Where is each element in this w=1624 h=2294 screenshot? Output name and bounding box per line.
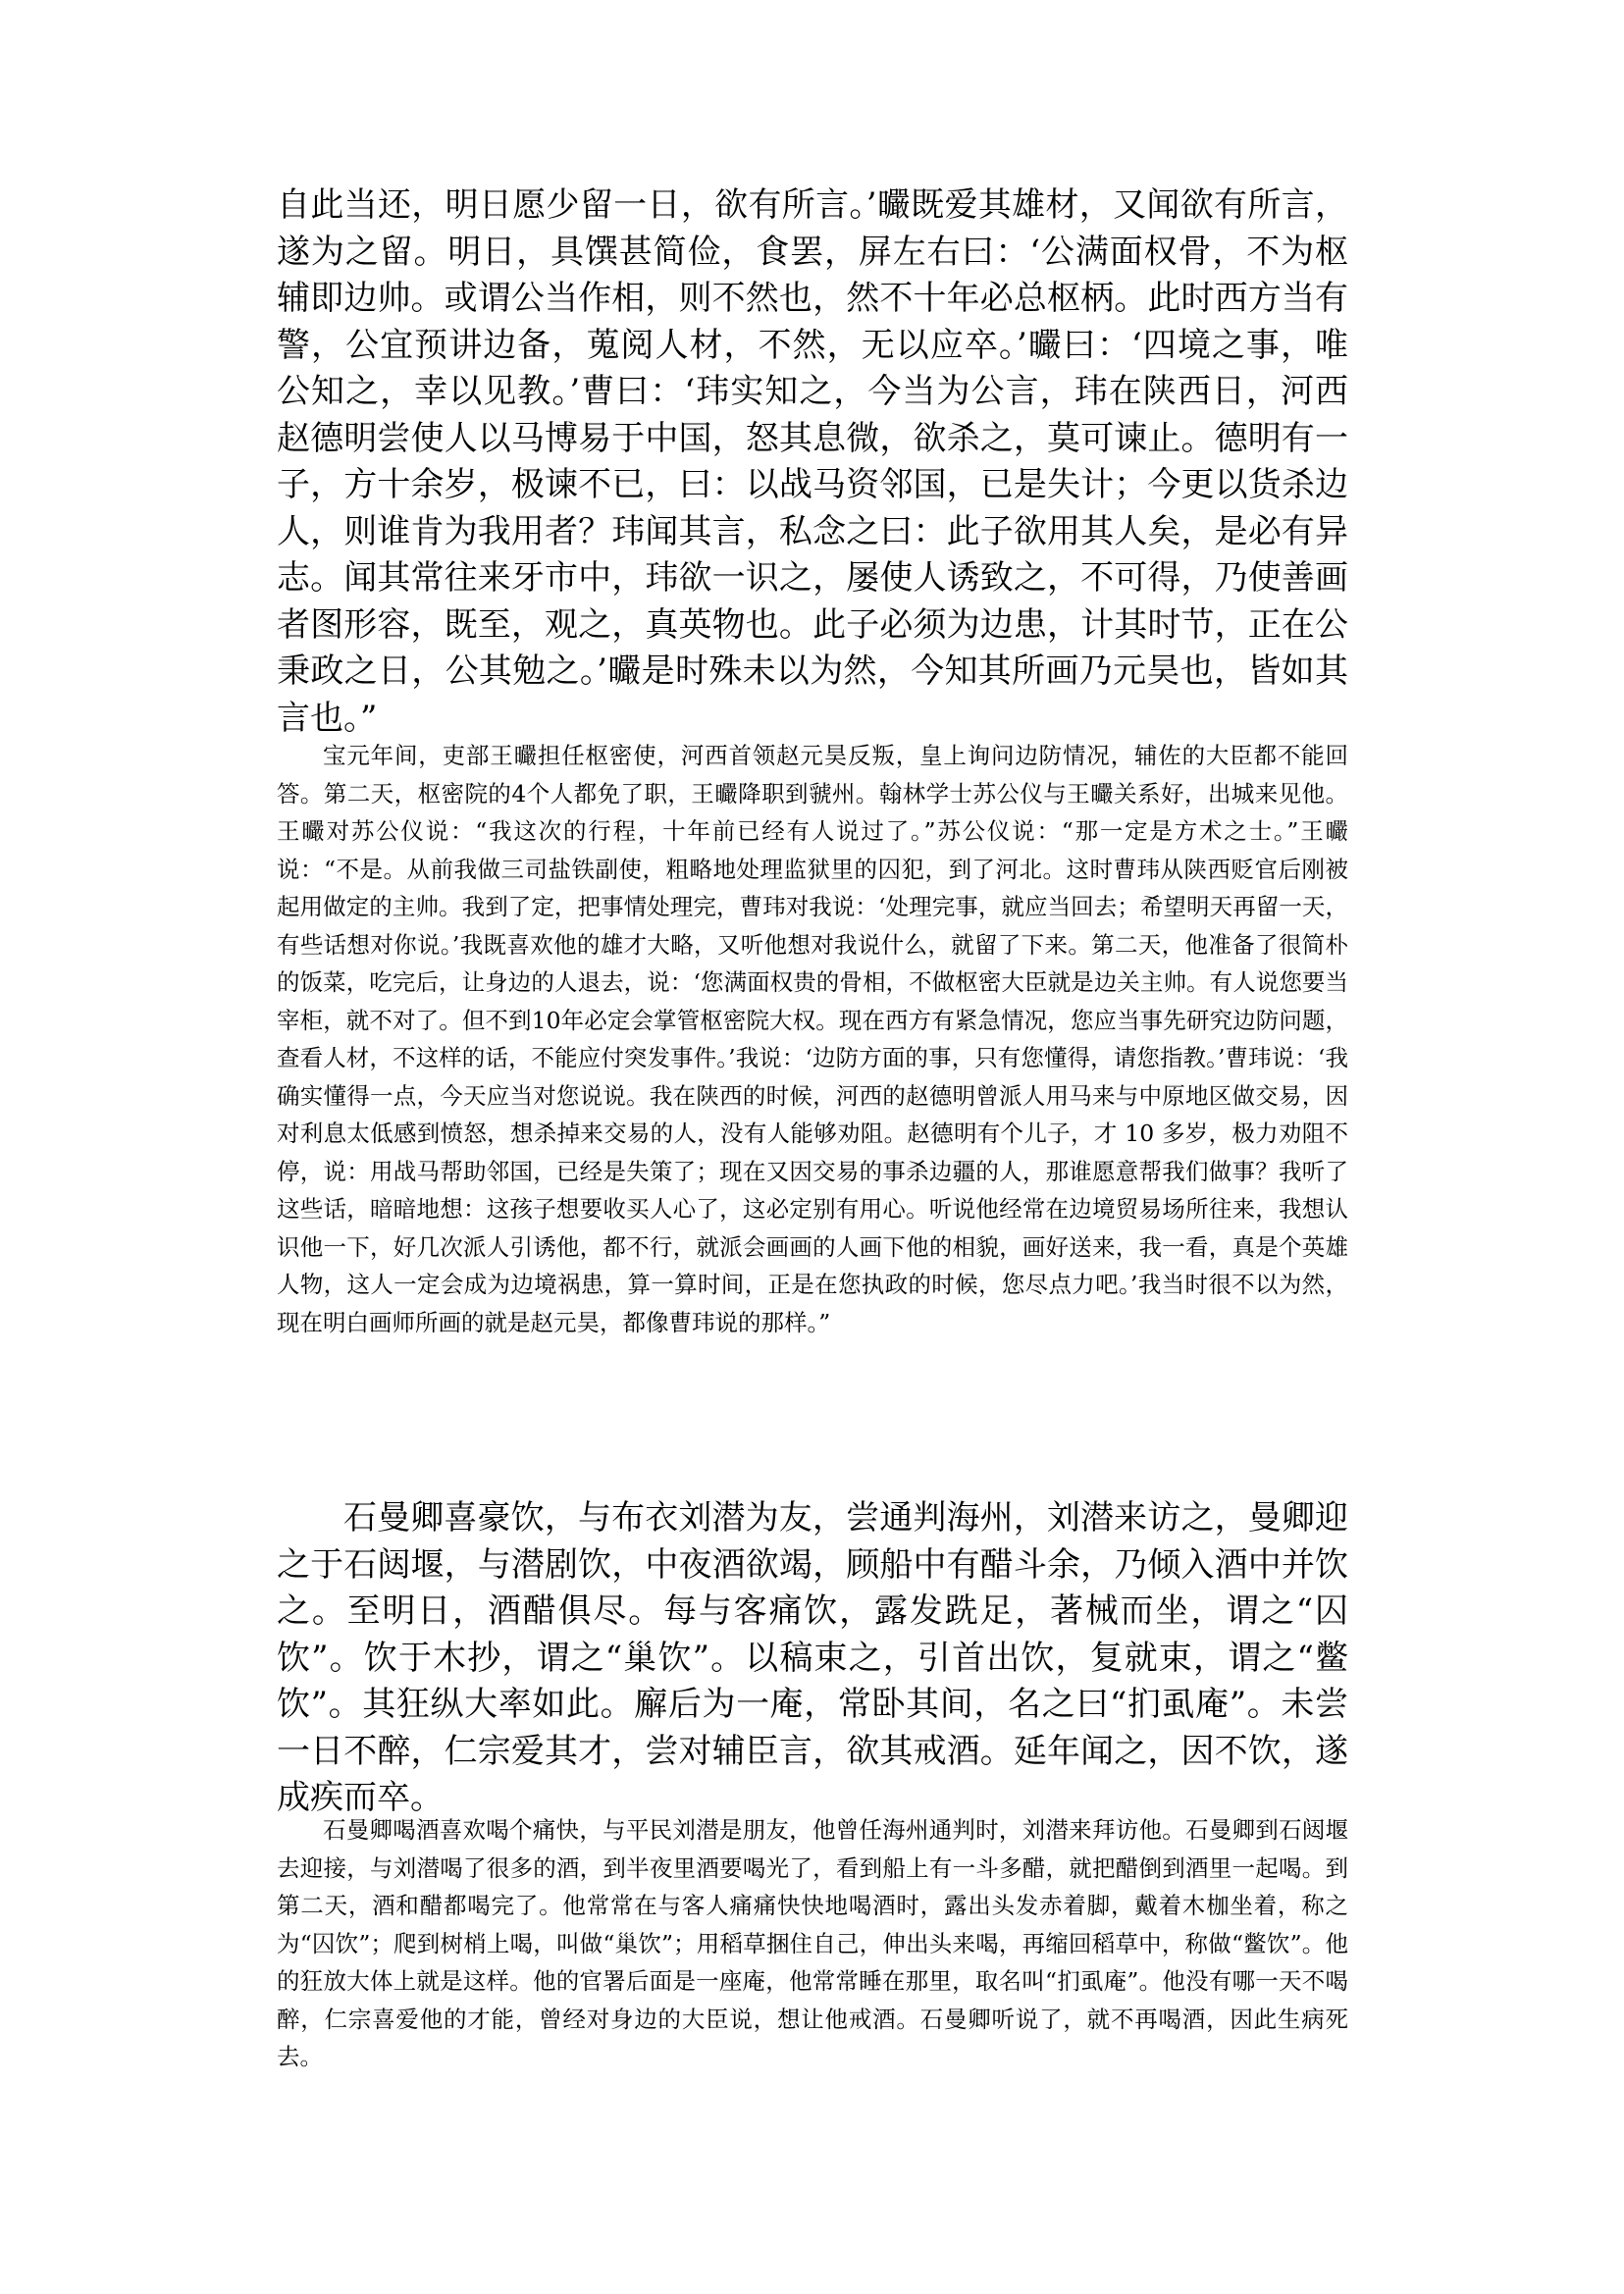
classical-text-shi-manqing: 石曼卿喜豪饮，与布衣刘潜为友，尝通判海州，刘潜来访之，曼卿迎之于石闼堰，与潜剧饮，中夜酒欲竭，顾船中有醋斗余，乃倾入酒中并饮之。至明日，酒醋俱尽。每与客痛饮，露发跣足，著械而坐，谓之“囚饮”。饮于木抄，谓之“巢饮”。以稿束之，引首出饮，复就束，谓之“鳖饮”。其狂纵大率如此。廨后为一庵，常卧其间，名之曰“扪虱庵”。未尝一日不醉，仁宗爱其才，尝对辅臣言，欲其戒酒。延年闻之，因不饮，遂成疾而卒。: [277, 1498, 1348, 1817]
translation-text-cao-wei: 宝元年间，吏部王曮担任枢密使，河西首领赵元昊反叛，皇上询问边防情况，辅佐的大臣都不能回答。第二天，枢密院的4个人都免了职，王曮降职到虢州。翰林学士苏公仪与王曮关系好，出城来见他。王曮对苏公仪说：“我这次的行程，十年前已经有人说过了。”苏公仪说：“那一定是方术之士。”王曮说：“不是。从前我做三司盐铁副使，粗略地处理监狱里的囚犯，到了河北。这时曹玮从陕西贬官后刚被起用做定的主帅。我到了定，把事情处理完，曹玮对我说：‘处理完事，就应当回去；希望明天再留一天，有些话想对你说。’我既喜欢他的雄才大略，又听他想对我说什么，就留了下来。第二天，他准备了很简朴的饭菜，吃完后，让身边的人退去，说：‘您满面权贵的骨相，不做枢密大臣就是边关主帅。有人说您要当宰柜，就不对了。但不到10年必定会掌管枢密院大权。现在西方有紧急情况，您应当事先研究边防问题，查看人材，不这样的话，不能应付突发事件。’我说：‘边防方面的事，只有您懂得，请您指教。’曹玮说：‘我确实懂得一点，今天应当对您说说。我在陕西的时候，河西的赵德明曾派人用马来与中原地区做交易，因对利息太低感到愤怒，想杀掉来交易的人，没有人能够劝阻。赵德明有个儿子，才 10 多岁，极力劝阻不停，说：用战马帮助邻国，已经是失策了；现在又因交易的事杀边疆的人，那谁愿意帮我们做事？我听了这些话，暗暗地想：这孩子想要收买人心了，这必定别有用心。听说他经常在边境贸易场所往来，我想认识他一下，好几次派人引诱他，都不行，就派会画画的人画下他的相貌，画好送来，我一看，真是个英雄人物，这人一定会成为边境祸患，算一算时间，正是在您执政的时候，您尽点力吧。’我当时很不以为然，现在明白画师所画的就是赵元昊，都像曹玮说的那样。”: [277, 742, 1348, 1336]
classical-text-cao-wei: 自此当还，明日愿少留一日，欲有所言。’曮既爱其雄材，又闻欲有所言，遂为之留。明日，具馔甚简俭，食罢，屏左右曰：‘公满面权骨，不为枢辅即边帅。或谓公当作相，则不然也，然不十年必总枢柄。此时西方当有警，公宜预讲边备，蒐阅人材，不然，无以应卒。’曮曰：‘四境之事，唯公知之，幸以见教。’曹曰：‘玮实知之，今当为公言，玮在陕西日，河西赵德明尝使人以马博易于中国，怒其息微，欲杀之，莫可谏止。德明有一子，方十余岁，极谏不已，曰：以战马资邻国，已是失计；今更以货杀边人，则谁肯为我用者？玮闻其言，私念之曰：此子欲用其人矣，是必有异志。闻其常往来牙市中，玮欲一识之，屡使人诱致之，不可得，乃使善画者图形容，既至，观之，真英物也。此子必须为边患，计其时节，正在公秉政之日，公其勉之。’曮是时殊未以为然，今知其所画乃元昊也，皆如其言也。”: [277, 185, 1348, 738]
translation-text-shi-manqing: 石曼卿喝酒喜欢喝个痛快，与平民刘潜是朋友，他曾任海州通判时，刘潜来拜访他。石曼卿到石闼堰去迎接，与刘潜喝了很多的酒，到半夜里酒要喝光了，看到船上有一斗多醋，就把醋倒到酒里一起喝。到第二天，酒和醋都喝完了。他常常在与客人痛痛快快地喝酒时，露出头发赤着脚，戴着木枷坐着，称之为“囚饮”；爬到树梢上喝，叫做“巢饮”；用稻草捆住自己，伸出头来喝，再缩回稻草中，称做“鳖饮”。他的狂放大体上就是这样。他的官署后面是一座庵，他常常睡在那里，取名叫“扪虱庵”。他没有哪一天不喝醉，仁宗喜爱他的才能，曾经对身边的大臣说，想让他戒酒。石曼卿听说了，就不再喝酒，因此生病死去。: [277, 1816, 1348, 2070]
